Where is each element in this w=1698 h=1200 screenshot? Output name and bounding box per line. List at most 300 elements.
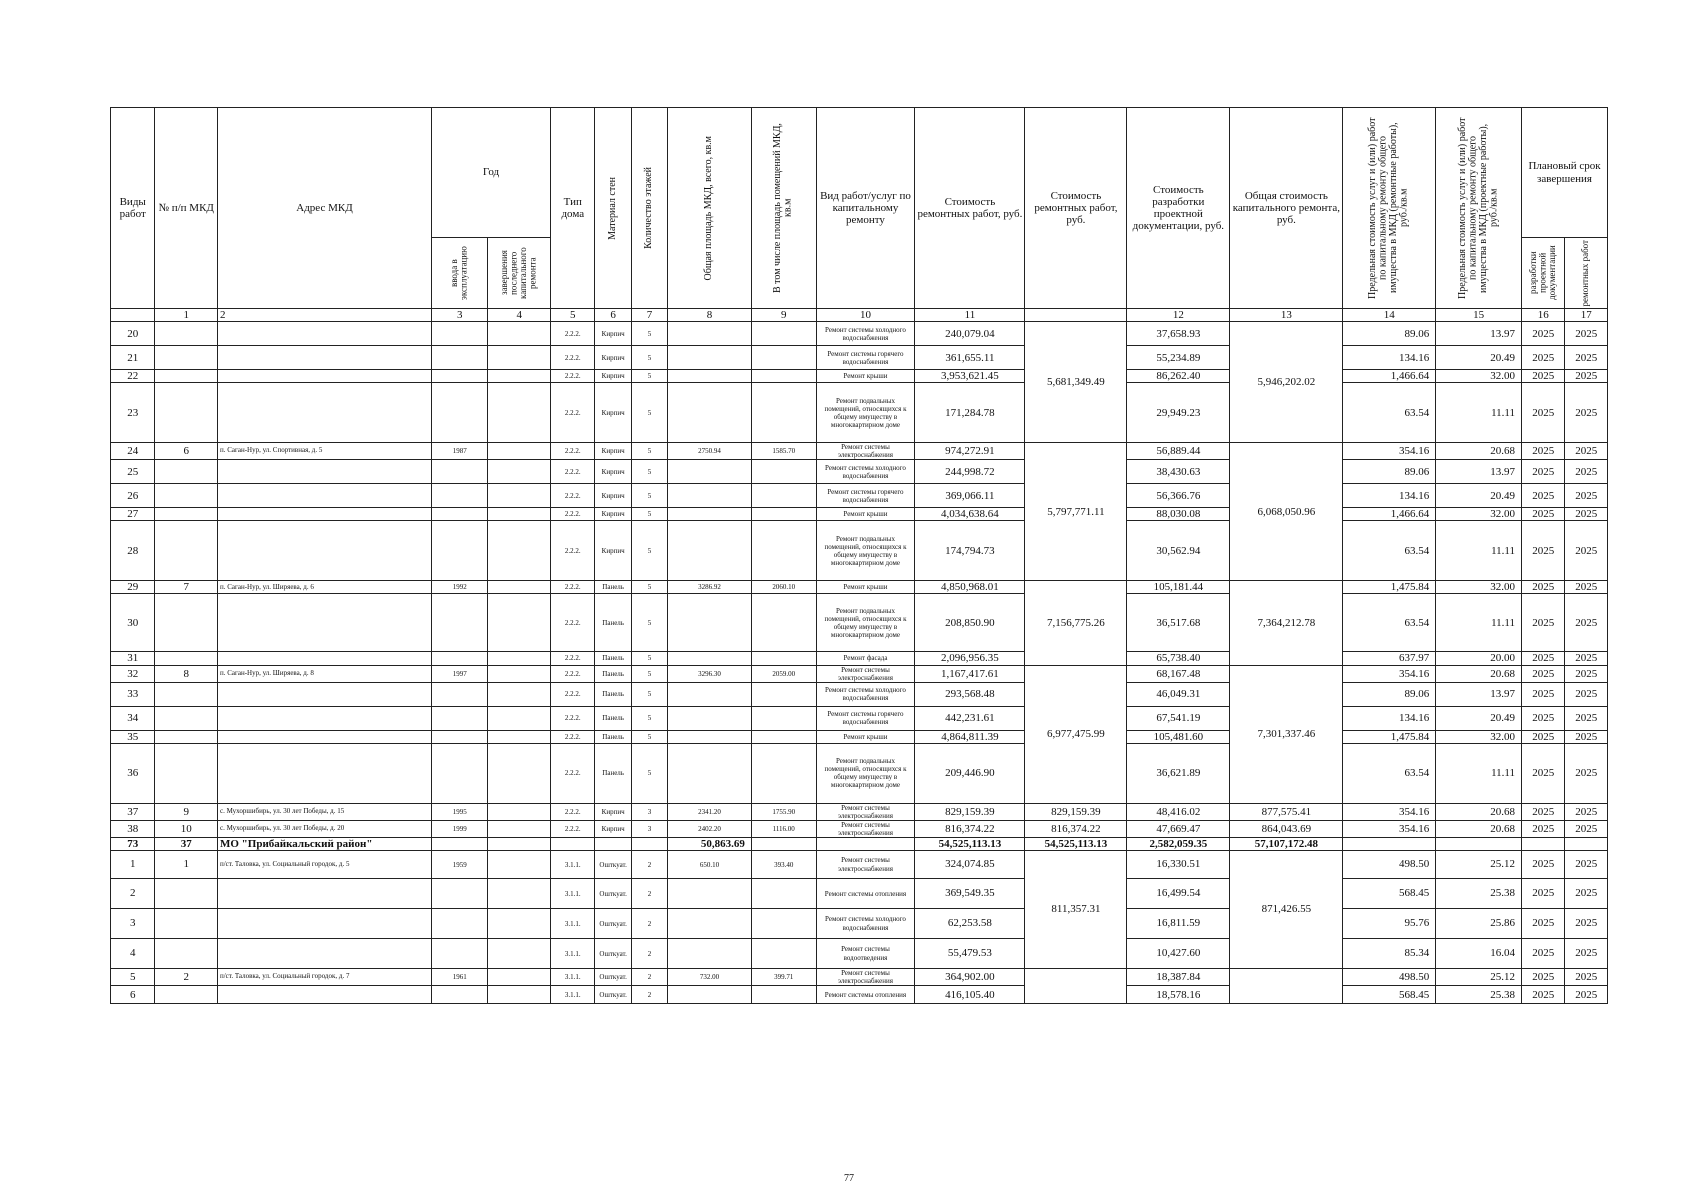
mkd-number bbox=[155, 730, 218, 743]
repair-cost: 3,953,621.45 bbox=[915, 370, 1025, 383]
header-wall-material bbox=[595, 108, 631, 309]
address bbox=[217, 682, 431, 706]
house-type: 2.2.2. bbox=[551, 665, 595, 682]
header-limit-design bbox=[1436, 108, 1522, 309]
row-number: 20 bbox=[111, 322, 155, 346]
term-design: 2025 bbox=[1522, 909, 1565, 939]
premises-area bbox=[751, 743, 816, 803]
year-last-repair bbox=[488, 986, 551, 1004]
house-type: 3.1.1. bbox=[551, 851, 595, 879]
year-commission bbox=[431, 730, 488, 743]
column-number: 9 bbox=[751, 309, 816, 322]
row-number: 4 bbox=[111, 939, 155, 969]
repair-cost: 361,655.11 bbox=[915, 346, 1025, 370]
table-header bbox=[111, 108, 1608, 322]
limit-design: 13.97 bbox=[1436, 460, 1522, 484]
work-kind: Ремонт системы электроснабжения bbox=[816, 820, 915, 837]
limit-design: 32.00 bbox=[1436, 581, 1522, 594]
header-term-design-text: разработки проектной документации bbox=[1528, 245, 1557, 301]
table-row bbox=[111, 370, 1608, 383]
year-last-repair bbox=[488, 939, 551, 969]
term-repair: 2025 bbox=[1565, 508, 1608, 521]
column-number: 5 bbox=[551, 309, 595, 322]
address: п/ст. Таловка, ул. Социальный городок, д. 5 bbox=[217, 851, 431, 879]
wall-material: Панель bbox=[595, 730, 631, 743]
address: п/ст. Таловка, ул. Социальный городок, д. 7 bbox=[217, 969, 431, 986]
floors: 5 bbox=[631, 460, 667, 484]
house-type: 2.2.2. bbox=[551, 581, 595, 594]
design-cost: 55,234.89 bbox=[1127, 346, 1230, 370]
repair-cost: 369,066.11 bbox=[915, 484, 1025, 508]
repair-cost: 55,479.53 bbox=[915, 939, 1025, 969]
design-cost: 36,517.68 bbox=[1127, 594, 1230, 652]
work-kind: Ремонт системы холодного водоснабжения bbox=[816, 909, 915, 939]
year-last-repair bbox=[488, 730, 551, 743]
floors: 2 bbox=[631, 851, 667, 879]
header-total-area-text: Общая площадь МКД, всего, кв.м bbox=[703, 135, 715, 281]
address: п. Саган-Нур, ул. Ширяева, д. 8 bbox=[217, 665, 431, 682]
column-number bbox=[111, 309, 155, 322]
limit-repair: 354.16 bbox=[1343, 443, 1436, 460]
table-row bbox=[111, 508, 1608, 521]
year-commission bbox=[431, 484, 488, 508]
page-number: 77 bbox=[844, 1173, 854, 1184]
total-area bbox=[668, 508, 752, 521]
premises-area bbox=[751, 939, 816, 969]
floors: 2 bbox=[631, 986, 667, 1004]
wall-material: Ошткуат. bbox=[595, 939, 631, 969]
floors: 5 bbox=[631, 581, 667, 594]
total-area: 3296.30 bbox=[668, 665, 752, 682]
row-number: 27 bbox=[111, 508, 155, 521]
term-repair: 2025 bbox=[1565, 346, 1608, 370]
house-type: 3.1.1. bbox=[551, 879, 595, 909]
term-design: 2025 bbox=[1522, 665, 1565, 682]
total-cost: 7,301,337.46 bbox=[1230, 665, 1343, 803]
work-kind: Ремонт системы отопления bbox=[816, 879, 915, 909]
year-last-repair bbox=[488, 803, 551, 820]
repair-cost: 324,074.85 bbox=[915, 851, 1025, 879]
row-number: 21 bbox=[111, 346, 155, 370]
year-last-repair bbox=[488, 706, 551, 730]
header-year-commission bbox=[431, 238, 488, 309]
house-type: 2.2.2. bbox=[551, 730, 595, 743]
address bbox=[217, 508, 431, 521]
column-number: 1 bbox=[155, 309, 218, 322]
table-row bbox=[111, 594, 1608, 652]
table-row bbox=[111, 986, 1608, 1004]
year-last-repair bbox=[488, 969, 551, 986]
repair-cost: 209,446.90 bbox=[915, 743, 1025, 803]
address bbox=[217, 879, 431, 909]
wall-material: Кирпич bbox=[595, 346, 631, 370]
work-kind: Ремонт системы отопления bbox=[816, 986, 915, 1004]
term-design: 2025 bbox=[1522, 383, 1565, 443]
mkd-number bbox=[155, 909, 218, 939]
term-design: 2025 bbox=[1522, 939, 1565, 969]
column-number: 8 bbox=[668, 309, 752, 322]
floors: 2 bbox=[631, 909, 667, 939]
mkd-number: 6 bbox=[155, 443, 218, 460]
header-repair-cost: Стоимость ремонтных работ, руб. bbox=[915, 108, 1025, 309]
address: МО "Прибайкальский район" bbox=[217, 837, 431, 850]
work-kind: Ремонт системы холодного водоснабжения bbox=[816, 322, 915, 346]
premises-area bbox=[751, 370, 816, 383]
work-kind bbox=[816, 837, 915, 850]
term-repair: 2025 bbox=[1565, 665, 1608, 682]
table-row bbox=[111, 879, 1608, 909]
term-repair: 2025 bbox=[1565, 879, 1608, 909]
premises-area bbox=[751, 521, 816, 581]
house-type: 2.2.2. bbox=[551, 652, 595, 665]
year-commission bbox=[431, 879, 488, 909]
limit-design: 25.38 bbox=[1436, 986, 1522, 1004]
premises-area bbox=[751, 460, 816, 484]
column-number-row bbox=[111, 309, 1608, 322]
mkd-number bbox=[155, 939, 218, 969]
wall-material: Кирпич bbox=[595, 803, 631, 820]
work-kind: Ремонт фасада bbox=[816, 652, 915, 665]
limit-repair: 1,466.64 bbox=[1343, 508, 1436, 521]
row-number: 31 bbox=[111, 652, 155, 665]
repair-cost: 974,272.91 bbox=[915, 443, 1025, 460]
column-number: 12 bbox=[1127, 309, 1230, 322]
work-kind: Ремонт системы водоотведения bbox=[816, 939, 915, 969]
house-type: 3.1.1. bbox=[551, 939, 595, 969]
year-commission bbox=[431, 652, 488, 665]
table-row bbox=[111, 909, 1608, 939]
limit-design: 11.11 bbox=[1436, 743, 1522, 803]
year-commission: 1997 bbox=[431, 665, 488, 682]
mkd-number: 8 bbox=[155, 665, 218, 682]
header-address: Адрес МКД bbox=[217, 108, 431, 309]
mkd-number bbox=[155, 346, 218, 370]
wall-material: Ошткуат. bbox=[595, 986, 631, 1004]
premises-area bbox=[751, 837, 816, 850]
premises-area bbox=[751, 346, 816, 370]
address bbox=[217, 346, 431, 370]
limit-repair: 354.16 bbox=[1343, 665, 1436, 682]
term-repair: 2025 bbox=[1565, 594, 1608, 652]
limit-design: 32.00 bbox=[1436, 370, 1522, 383]
year-last-repair bbox=[488, 443, 551, 460]
table-row bbox=[111, 851, 1608, 879]
header-num-mkd: № п/п МКД bbox=[155, 108, 218, 309]
design-cost: 105,181.44 bbox=[1127, 581, 1230, 594]
floors: 5 bbox=[631, 346, 667, 370]
year-last-repair bbox=[488, 879, 551, 909]
design-cost: 16,811.59 bbox=[1127, 909, 1230, 939]
limit-design: 20.68 bbox=[1436, 443, 1522, 460]
year-last-repair bbox=[488, 460, 551, 484]
limit-design: 13.97 bbox=[1436, 322, 1522, 346]
total-cost: 871,426.55 bbox=[1230, 851, 1343, 969]
limit-design: 20.68 bbox=[1436, 803, 1522, 820]
repair-cost-total bbox=[1025, 969, 1127, 1004]
year-last-repair bbox=[488, 743, 551, 803]
design-cost: 18,387.84 bbox=[1127, 969, 1230, 986]
wall-material: Панель bbox=[595, 665, 631, 682]
term-design: 2025 bbox=[1522, 484, 1565, 508]
table-row bbox=[111, 652, 1608, 665]
wall-material: Кирпич bbox=[595, 460, 631, 484]
total-cost: 877,575.41 bbox=[1230, 803, 1343, 820]
term-design: 2025 bbox=[1522, 521, 1565, 581]
house-type: 3.1.1. bbox=[551, 909, 595, 939]
limit-repair: 568.45 bbox=[1343, 879, 1436, 909]
wall-material: Панель bbox=[595, 706, 631, 730]
repair-cost: 416,105.40 bbox=[915, 986, 1025, 1004]
design-cost: 56,366.76 bbox=[1127, 484, 1230, 508]
floors: 5 bbox=[631, 443, 667, 460]
wall-material: Панель bbox=[595, 743, 631, 803]
limit-design: 20.00 bbox=[1436, 652, 1522, 665]
design-cost: 48,416.02 bbox=[1127, 803, 1230, 820]
repair-cost: 240,079.04 bbox=[915, 322, 1025, 346]
limit-repair: 95.76 bbox=[1343, 909, 1436, 939]
year-last-repair bbox=[488, 383, 551, 443]
premises-area bbox=[751, 322, 816, 346]
design-cost: 37,658.93 bbox=[1127, 322, 1230, 346]
header-year-commission-text: ввода в эксплуатацию bbox=[449, 246, 469, 300]
house-type: 2.2.2. bbox=[551, 383, 595, 443]
year-commission: 1959 bbox=[431, 851, 488, 879]
wall-material: Кирпич bbox=[595, 820, 631, 837]
address: с. Мухоршибирь, ул. 30 лет Победы, д. 15 bbox=[217, 803, 431, 820]
floors bbox=[631, 837, 667, 850]
floors: 3 bbox=[631, 820, 667, 837]
row-number: 3 bbox=[111, 909, 155, 939]
limit-repair: 354.16 bbox=[1343, 820, 1436, 837]
work-kind: Ремонт подвальных помещений, относящихся к общему имуществу в многоквартирном доме bbox=[816, 743, 915, 803]
column-number: 2 bbox=[217, 309, 431, 322]
total-area bbox=[668, 682, 752, 706]
premises-area: 2060.10 bbox=[751, 581, 816, 594]
floors: 2 bbox=[631, 969, 667, 986]
total-area bbox=[668, 370, 752, 383]
work-kind: Ремонт крыши bbox=[816, 508, 915, 521]
premises-area bbox=[751, 682, 816, 706]
repair-cost: 171,284.78 bbox=[915, 383, 1025, 443]
total-area bbox=[668, 484, 752, 508]
floors: 5 bbox=[631, 743, 667, 803]
year-commission: 1987 bbox=[431, 443, 488, 460]
design-cost: 68,167.48 bbox=[1127, 665, 1230, 682]
table-row bbox=[111, 682, 1608, 706]
row-number: 25 bbox=[111, 460, 155, 484]
wall-material: Кирпич bbox=[595, 484, 631, 508]
premises-area: 399.71 bbox=[751, 969, 816, 986]
repair-cost: 4,850,968.01 bbox=[915, 581, 1025, 594]
row-number: 23 bbox=[111, 383, 155, 443]
year-commission bbox=[431, 508, 488, 521]
term-design bbox=[1522, 837, 1565, 850]
row-number: 1 bbox=[111, 851, 155, 879]
work-kind: Ремонт подвальных помещений, относящихся к общему имуществу в многоквартирном доме bbox=[816, 521, 915, 581]
year-commission bbox=[431, 594, 488, 652]
column-number: 15 bbox=[1436, 309, 1522, 322]
year-commission: 1992 bbox=[431, 581, 488, 594]
work-kind: Ремонт подвальных помещений, относящихся к общему имуществу в многоквартирном доме bbox=[816, 383, 915, 443]
floors: 2 bbox=[631, 939, 667, 969]
address bbox=[217, 521, 431, 581]
limit-repair: 63.54 bbox=[1343, 521, 1436, 581]
header-year-last-repair-text: завершения последнего капитального ремонта bbox=[499, 247, 538, 299]
total-area: 2341.20 bbox=[668, 803, 752, 820]
term-design: 2025 bbox=[1522, 820, 1565, 837]
year-commission bbox=[431, 383, 488, 443]
repair-cost: 208,850.90 bbox=[915, 594, 1025, 652]
term-design: 2025 bbox=[1522, 652, 1565, 665]
wall-material: Ошткуат. bbox=[595, 969, 631, 986]
premises-area bbox=[751, 879, 816, 909]
work-kind: Ремонт системы электроснабжения bbox=[816, 969, 915, 986]
term-design: 2025 bbox=[1522, 706, 1565, 730]
total-area bbox=[668, 383, 752, 443]
header-work-kind: Вид работ/услуг по капитальному ремонту bbox=[816, 108, 915, 309]
term-design: 2025 bbox=[1522, 879, 1565, 909]
house-type: 2.2.2. bbox=[551, 370, 595, 383]
term-repair: 2025 bbox=[1565, 460, 1608, 484]
limit-repair: 134.16 bbox=[1343, 346, 1436, 370]
house-type: 2.2.2. bbox=[551, 820, 595, 837]
limit-design: 11.11 bbox=[1436, 594, 1522, 652]
limit-design: 20.68 bbox=[1436, 665, 1522, 682]
year-last-repair bbox=[488, 837, 551, 850]
repair-cost: 54,525,113.13 bbox=[915, 837, 1025, 850]
column-number: 4 bbox=[488, 309, 551, 322]
wall-material: Кирпич bbox=[595, 370, 631, 383]
address bbox=[217, 730, 431, 743]
repair-plan-table bbox=[110, 107, 1608, 1004]
mkd-number bbox=[155, 682, 218, 706]
year-last-repair bbox=[488, 665, 551, 682]
limit-repair: 85.34 bbox=[1343, 939, 1436, 969]
mkd-number bbox=[155, 594, 218, 652]
design-cost: 36,621.89 bbox=[1127, 743, 1230, 803]
premises-area: 2059.00 bbox=[751, 665, 816, 682]
limit-repair: 89.06 bbox=[1343, 460, 1436, 484]
column-number: 14 bbox=[1343, 309, 1436, 322]
capital-repair-table bbox=[110, 107, 1608, 1004]
wall-material: Панель bbox=[595, 652, 631, 665]
total-area bbox=[668, 594, 752, 652]
mkd-number bbox=[155, 383, 218, 443]
term-repair: 2025 bbox=[1565, 939, 1608, 969]
floors: 5 bbox=[631, 594, 667, 652]
year-commission bbox=[431, 939, 488, 969]
term-design: 2025 bbox=[1522, 508, 1565, 521]
column-number: 3 bbox=[431, 309, 488, 322]
house-type: 2.2.2. bbox=[551, 508, 595, 521]
premises-area: 1755.90 bbox=[751, 803, 816, 820]
row-number: 34 bbox=[111, 706, 155, 730]
row-number: 5 bbox=[111, 969, 155, 986]
premises-area bbox=[751, 484, 816, 508]
house-type bbox=[551, 837, 595, 850]
header-limit-repair-text: Предельная стоимость услуг и (или) работ по капитальному ремонту общего имущества в МКД (ремонтные работы), руб./кв.м bbox=[1367, 117, 1410, 299]
year-last-repair bbox=[488, 851, 551, 879]
work-kind: Ремонт крыши bbox=[816, 581, 915, 594]
header-premises-area-text: В том числе площадь помещений МКД, кв.м bbox=[772, 123, 794, 293]
premises-area bbox=[751, 652, 816, 665]
address bbox=[217, 986, 431, 1004]
limit-repair: 134.16 bbox=[1343, 484, 1436, 508]
limit-repair: 1,475.84 bbox=[1343, 730, 1436, 743]
header-limit-repair bbox=[1343, 108, 1436, 309]
column-number: 11 bbox=[915, 309, 1025, 322]
design-cost: 67,541.19 bbox=[1127, 706, 1230, 730]
row-number: 73 bbox=[111, 837, 155, 850]
address bbox=[217, 383, 431, 443]
floors: 5 bbox=[631, 682, 667, 706]
mkd-number: 1 bbox=[155, 851, 218, 879]
address bbox=[217, 909, 431, 939]
limit-design bbox=[1436, 837, 1522, 850]
premises-area bbox=[751, 909, 816, 939]
header-term-design bbox=[1522, 238, 1565, 309]
term-repair: 2025 bbox=[1565, 706, 1608, 730]
premises-area bbox=[751, 383, 816, 443]
mkd-number bbox=[155, 743, 218, 803]
repair-cost-total: 7,156,775.26 bbox=[1025, 581, 1127, 665]
premises-area: 1585.70 bbox=[751, 443, 816, 460]
design-cost: 38,430.63 bbox=[1127, 460, 1230, 484]
address bbox=[217, 460, 431, 484]
row-number: 33 bbox=[111, 682, 155, 706]
limit-design: 20.49 bbox=[1436, 346, 1522, 370]
premises-area: 1116.00 bbox=[751, 820, 816, 837]
wall-material: Ошткуат. bbox=[595, 851, 631, 879]
mkd-number bbox=[155, 370, 218, 383]
floors: 5 bbox=[631, 383, 667, 443]
row-number: 38 bbox=[111, 820, 155, 837]
house-type: 3.1.1. bbox=[551, 986, 595, 1004]
year-last-repair bbox=[488, 484, 551, 508]
header-premises-area bbox=[751, 108, 816, 309]
table-row bbox=[111, 820, 1608, 837]
floors: 5 bbox=[631, 508, 667, 521]
table-row bbox=[111, 730, 1608, 743]
house-type: 3.1.1. bbox=[551, 969, 595, 986]
work-kind: Ремонт подвальных помещений, относящихся к общему имуществу в многоквартирном доме bbox=[816, 594, 915, 652]
address bbox=[217, 743, 431, 803]
table-row bbox=[111, 521, 1608, 581]
limit-repair: 568.45 bbox=[1343, 986, 1436, 1004]
repair-cost: 442,231.61 bbox=[915, 706, 1025, 730]
year-commission bbox=[431, 346, 488, 370]
term-design: 2025 bbox=[1522, 370, 1565, 383]
repair-cost: 293,568.48 bbox=[915, 682, 1025, 706]
limit-repair: 63.54 bbox=[1343, 383, 1436, 443]
total-area bbox=[668, 730, 752, 743]
limit-design: 13.97 bbox=[1436, 682, 1522, 706]
row-number: 36 bbox=[111, 743, 155, 803]
address bbox=[217, 652, 431, 665]
table-row bbox=[111, 706, 1608, 730]
limit-design: 25.38 bbox=[1436, 879, 1522, 909]
wall-material: Панель bbox=[595, 682, 631, 706]
column-number: 17 bbox=[1565, 309, 1608, 322]
year-commission bbox=[431, 322, 488, 346]
year-last-repair bbox=[488, 521, 551, 581]
repair-cost-total: 5,797,771.11 bbox=[1025, 443, 1127, 581]
column-number bbox=[1025, 309, 1127, 322]
column-number: 16 bbox=[1522, 309, 1565, 322]
design-cost: 18,578.16 bbox=[1127, 986, 1230, 1004]
limit-design: 20.49 bbox=[1436, 706, 1522, 730]
address: с. Мухоршибирь, ул. 30 лет Победы, д. 20 bbox=[217, 820, 431, 837]
